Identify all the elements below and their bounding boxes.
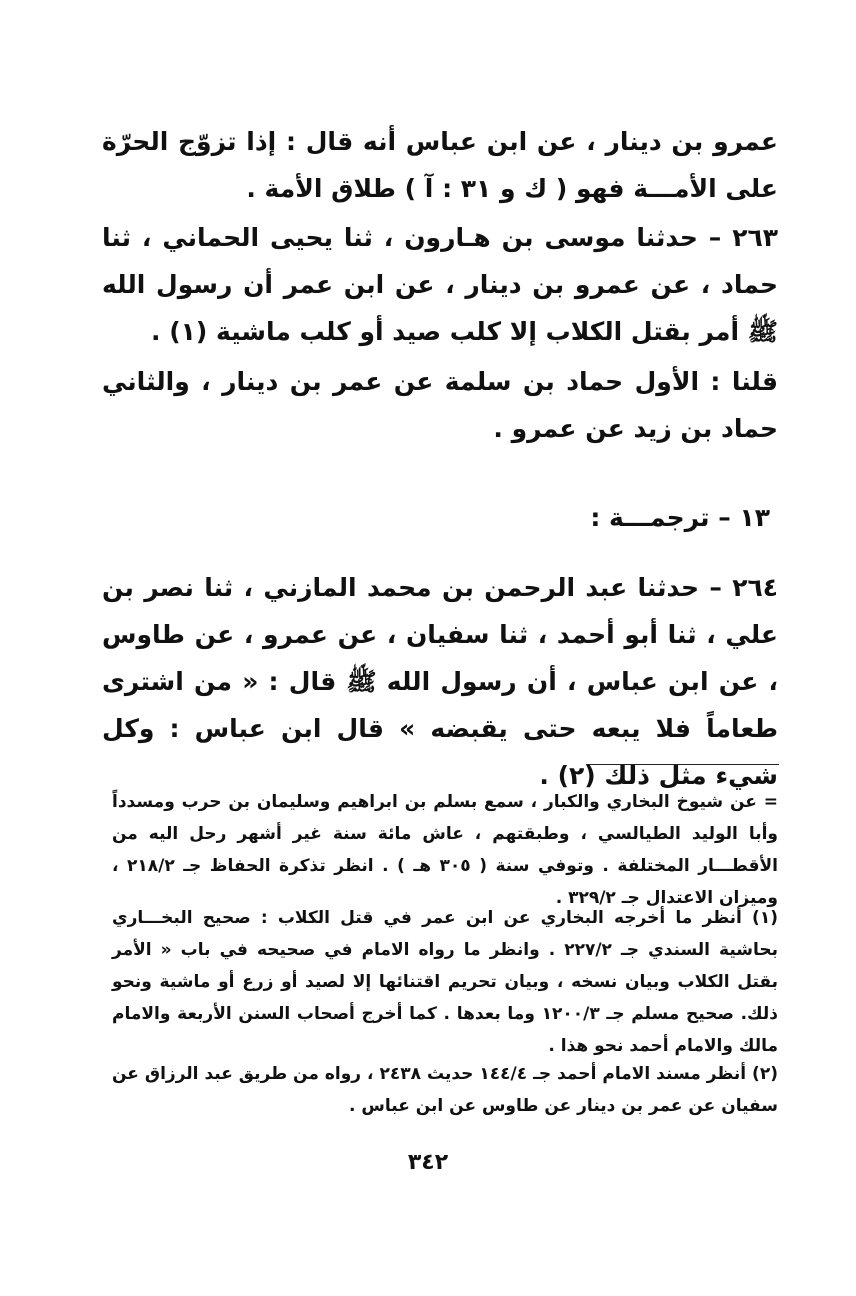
- page-number: ٣٤٢: [407, 1150, 449, 1175]
- paragraph-commentary: قلنا : الأول حماد بن سلمة عن عمر بن دينار ، والثاني حماد بن زيد عن عمرو .: [102, 367, 778, 443]
- footnote-continued: = عن شيوخ البخاري والكبار ، سمع بسلم بن ابراهيم وسليمان بن حرب ومسدداً وأبا الوليد الطيالسي ، وطبقتهم ، عاش مائة سنة غير أشهر رحل اليه من الأقطـــار المختلفة . وتوفي سنة ( ٣٠٥ هـ ) . انظر تذكرة الحفاظ جـ ٢١٨/٢ ، وميزان الاعتدال جـ ٣٢٩/٢ .: [112, 792, 778, 908]
- paragraph-hadith-264: ٢٦٤ – حدثنا عبد الرحمن بن محمد المازني ، ثنا نصر بن علي ، ثنا أبو أحمد ، ثنا سفيان ، عن عمرو ، عن طاوس ، عن ابن عباس ، أن رسول الله ﷺ قال : « من اشترى طعاماً فلا يبعه حتى يقبضه » قال ابن عباس : وكل شيء مثل ذلك (٢) .: [102, 573, 778, 790]
- footnote-divider: [586, 764, 779, 765]
- footnote-2: (٢) أنظر مسند الامام أحمد جـ ١٤٤/٤ حديث ٢٤٣٨ ، رواه من طريق عبد الرزاق عن سفيان عن عمر بن دينار عن طاوس عن ابن عباس .: [112, 1064, 778, 1116]
- paragraph-hadith-263: ٢٦٣ – حدثنا موسى بن هـارون ، ثنا يحيى الحماني ، ثنا حماد ، عن عمرو بن دينار ، عن ابن عمر أن رسول الله ﷺ أمر بقتل الكلاب إلا كلب صيد أو كلب ماشية (١) .: [102, 223, 778, 346]
- footnote-1: (١) أنظر ما أخرجه البخاري عن ابن عمر في قتل الكلاب : صحيح البخـــاري بحاشية السندي جـ ٢٢٧/٢ . وانظر ما رواه الامام في صحيحه في باب « الأمر بقتل الكلاب وبيان نسخه ، وبيان تحريم اقتنائها إلا لصيد أو زرع أو ماشية ونحو ذلك. صحيح مسلم جـ ١٢٠٠/٣ وما بعدها . كما أخرج أصحاب السنن الأربعة والامام مالك والامام أحمد نحو هذا .: [112, 908, 778, 1056]
- section-heading: ١٣ – ترجمـــة :: [590, 503, 770, 532]
- paragraph-1: عمرو بن دينار ، عن ابن عباس أنه قال : إذا تزوّج الحرّة على الأمـــة فهو ( ك و ٣١ : آ ) طلاق الأمة .: [102, 127, 778, 203]
